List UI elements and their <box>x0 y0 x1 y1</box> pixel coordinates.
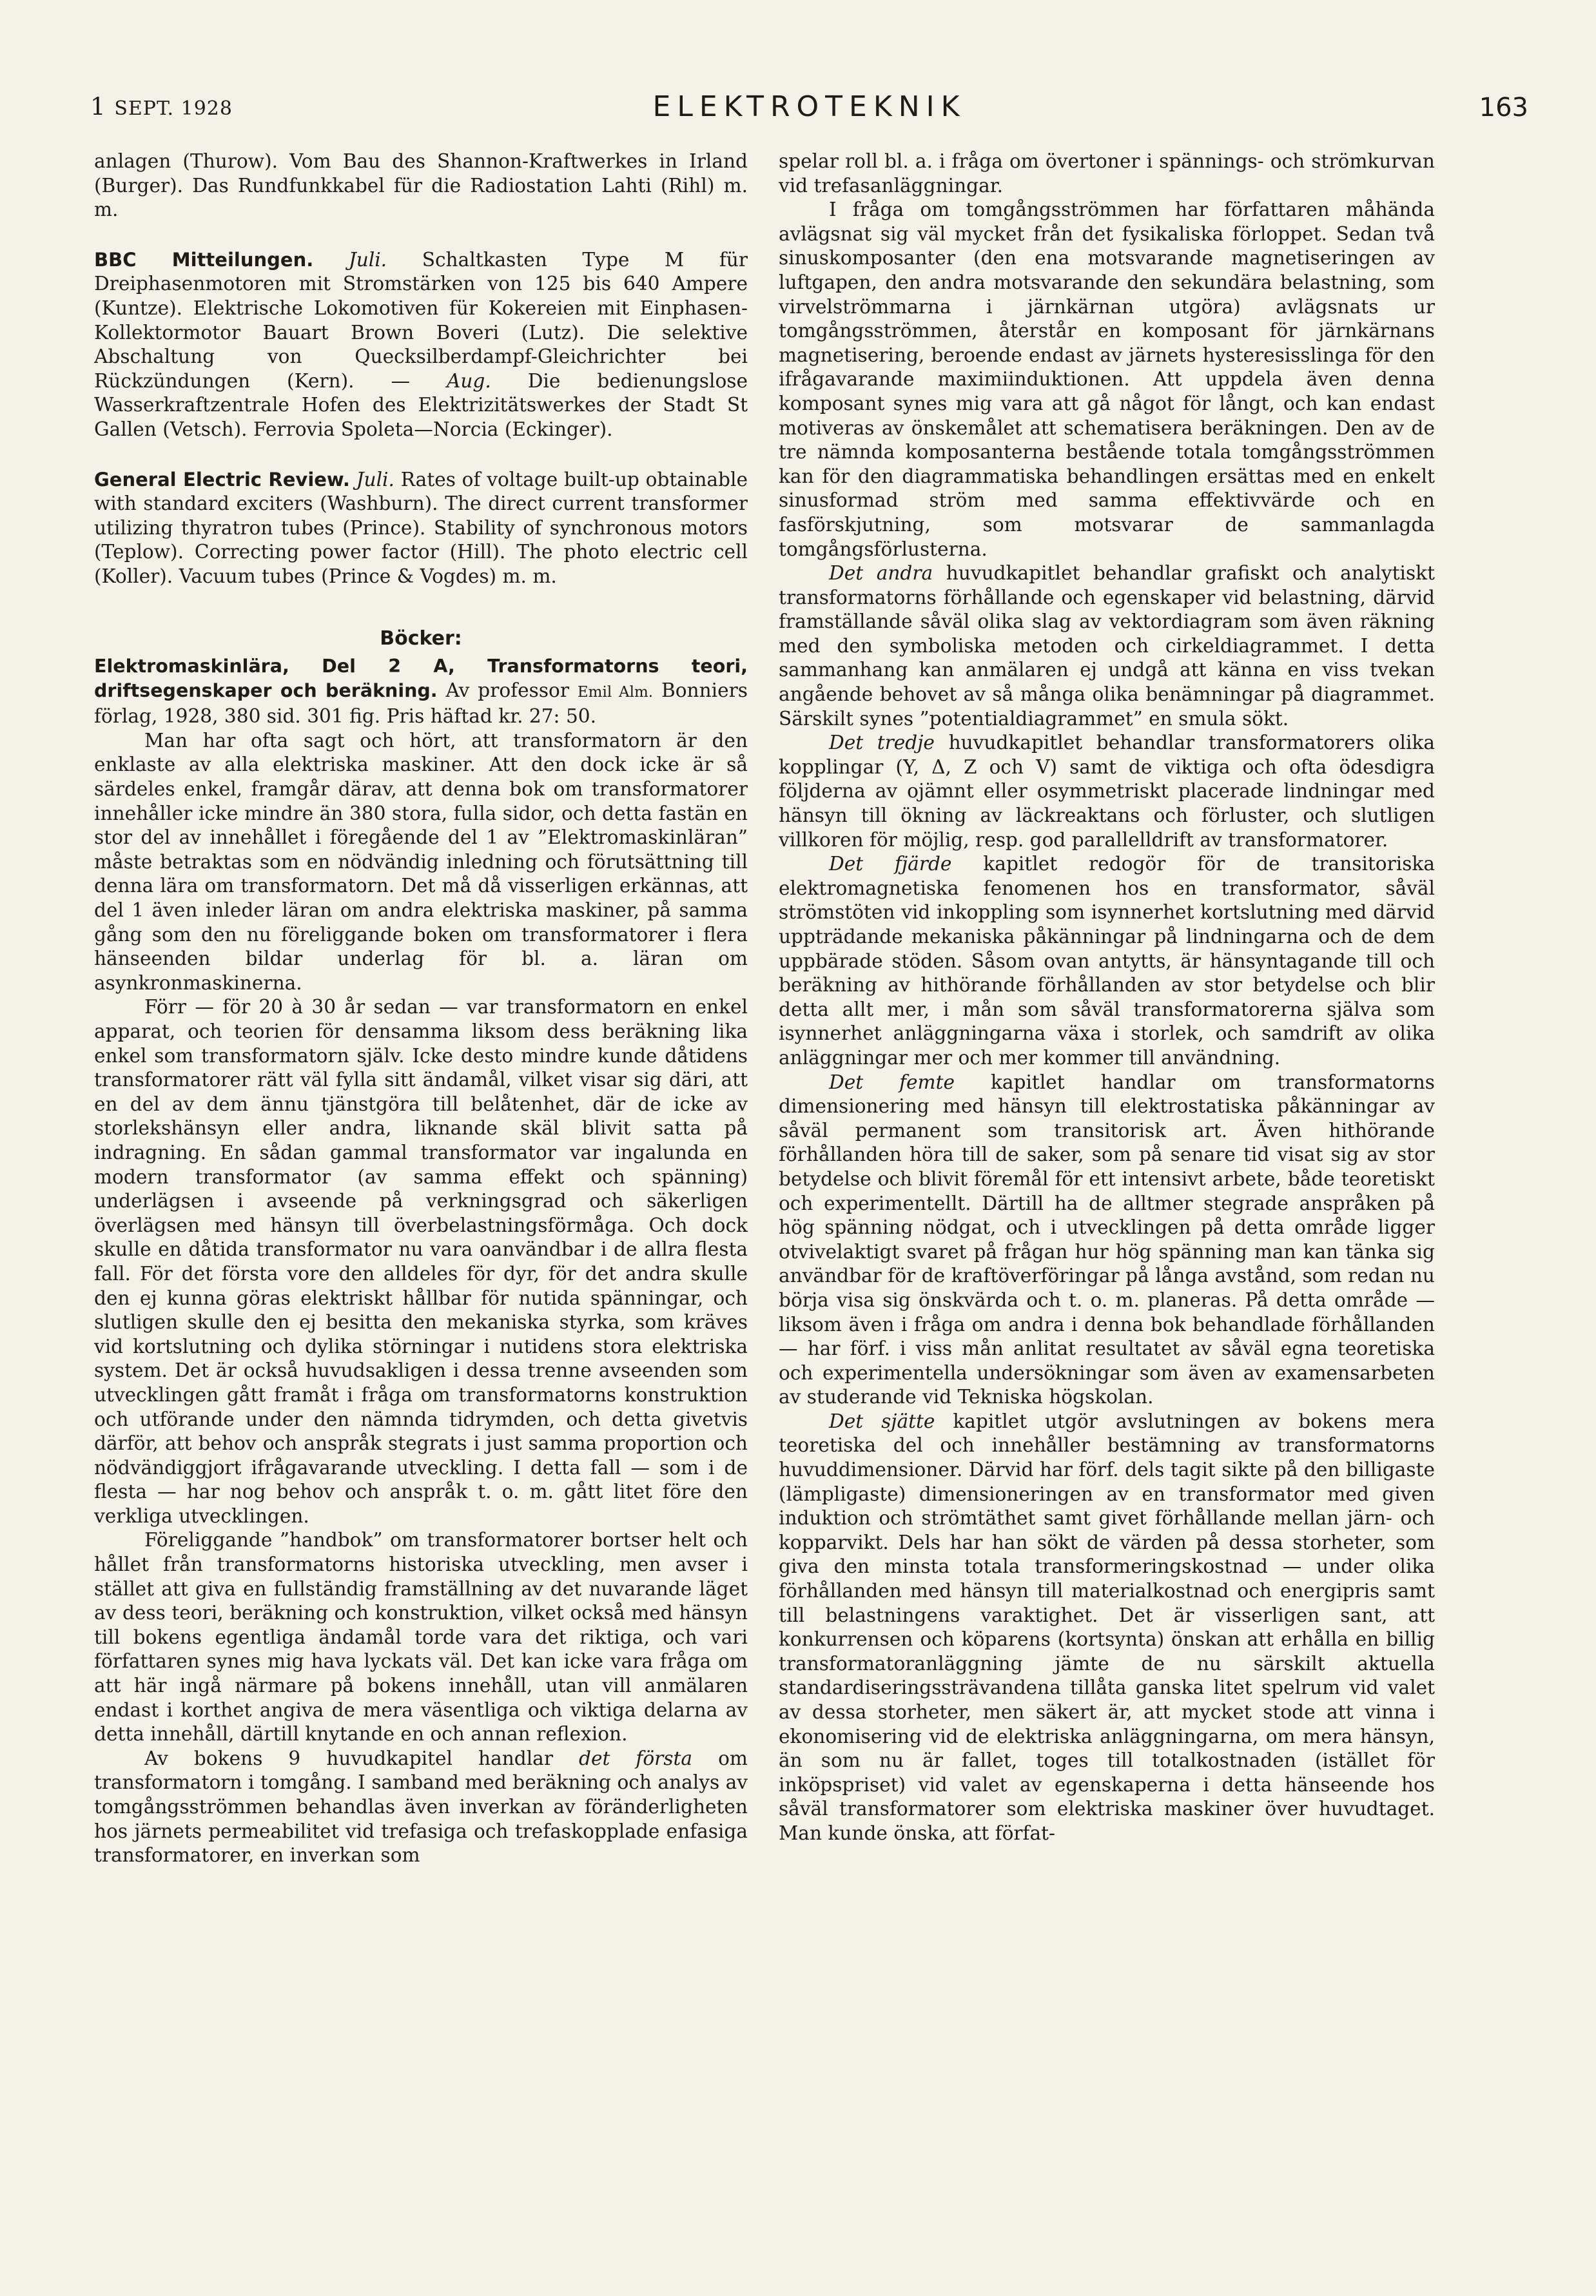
chapter-ref-fifth: Det femte <box>829 1071 955 1093</box>
chapter-ref-second: Det andra <box>829 562 933 585</box>
section-heading-books: Böcker: <box>380 627 462 650</box>
paragraph-4-start: Av bokens 9 huvudkapitel handlar <box>144 1747 553 1769</box>
book-title: Elektromaskinlära, Del 2 A, Transformatorns teori, driftsegenskaper och beräkning. <box>94 656 748 701</box>
chapter-5-text: kapitlet handlar om transformatorns dimensionering med hänsyn till elektrostatiska påkänningar av såväl permanent som transitorisk art. Även hithörande förhållanden höra till de saker, som på senare tid visat sig av stor betydelse och blivit föremål för ett intensivt arbete, både teoretiskt och experimentellt. Därtill ha de alltmer stegrade anspråken på hög spänning nödgat, och i utvecklingen på detta område ligger otvivelaktigt svaret på frågan hur hög spänning man kan tänka sig användbar för de kraftöverföringar på långa avstånd, som redan nu börja visa sig önskvärda och t. o. m. planeras. På detta område — liksom även i fråga om andra i denna bok behandlade förhållanden — har förf. i viss mån anlitat resultatet av såväl egna teoretiska och experimentella undersökningar som även av examensarbeten av studerande vid Tekniska högskolan. <box>779 1071 1435 1408</box>
running-header <box>90 90 1528 129</box>
chapter-ref-third: Det tredje <box>829 732 935 754</box>
issue-date-day: 1 <box>90 93 106 121</box>
book-publisher: Bonniers förlag, 1928, 380 sid. 301 fig. Pris häftad kr. 27: 50. <box>94 679 748 728</box>
bbc-month-august: Aug. <box>446 369 491 392</box>
chapter-4-paragraph <box>779 852 1435 1070</box>
intro-paragraph: anlagen (Thurow). Vom Bau des Shannon-Kraftwerkes in Irland (Burger). Das Rundfunkkabel für die Radiostation Lahti (Rihl) m. m. <box>94 150 748 221</box>
bbc-month-july: Juli. <box>348 248 387 271</box>
chapter-6-text: kapitlet utgör avslutningen av bokens mera teoretiska del och innehåller bestämning av transformatorns huvuddimensioner. Därvid har förf. dels tagit sikte på den billigaste (lämpligaste) dimensioneringen av en transformator med given induktion och strömtäthet samt givet förhållande mellan järn- och kopparvikt. Dels har han sökt de värden på dessa storheter, som giva den minsta totala transformeringskostnad — under olika förhållanden med hänsyn till materialkostnad och energipris samt till belastningens varaktighet. Det är visserligen sant, att konkurrensen och köparens (kortsynta) önskan att erhålla en billig transformatoranläggning jämte de nu särskilt aktuella standardiseringssträvandena tillåta ganska litet spelrum vid valet av dessa storheter, men säkert är, att mycket stode att vinna i ekonomisering vid de elektriska anläggningarna, om mera hänsyn, än som nu är fallet, toges till totalkostnaden (istället för inköpspriset) vid valet av egenskaperna i detta hänseende hos såväl transformatorer som elektriska maskiner över huvudtaget. Man kunde önska, att förfat- <box>779 1410 1435 1844</box>
page-number: 163 <box>1479 93 1528 122</box>
chapter-ref-fourth: Det fjärde <box>829 853 952 875</box>
review-paragraph-3: Föreliggande ”handbok” om transformatorer bortser helt och hållet från transformatorns historiska utveckling, men avser i stället att giva en fullständig framställning av det nuvarande läget av dess teori, beräkning och konstruktion, vilket också med hänsyn till bokens egentliga ändamål torde vara det riktiga, och vari författaren synes mig hava lyckats väl. Det kan icke vara fråga om att här ingå närmare på bokens innehåll, utan vill anmälaren endast i korthet angiva de mera väsentliga och viktiga delarna av detta innehåll, därtill knytande en och annan reflexion. <box>94 1529 748 1746</box>
bbc-text-july: Schaltkasten Type M für Dreiphasenmotoren mit Stromstärken von 125 bis 640 Ampere (Kuntze). Elektrische Lokomotiven für Kokereien mit Einphasen-Kollektormotor Bauart Brown Boveri (Lutz). Die selektive Abschaltung von Quecksilberdampf-Gleichrichter bei Rückzündungen (Kern). — <box>94 248 748 392</box>
book-author-name: Emil Alm. <box>577 683 654 701</box>
right-column <box>779 150 1435 1846</box>
journal-title: ELEKTROTEKNIK <box>652 90 966 123</box>
bbc-text-august: Die bedienungslose Wasserkraftzentrale Hofen des Elektrizitätswerkes der Stadt St Gallen (Vetsch). Ferrovia Spoleta—Norcia (Eckinger). <box>94 369 748 440</box>
book-citation <box>94 654 748 729</box>
issue-date-month-year: SEPT. 1928 <box>114 97 233 120</box>
ge-review-entry <box>94 468 748 589</box>
review-paragraph-5: I fråga om tomgångsströmmen har författaren måhända avlägsnat sig väl mycket från det fysikaliska förloppet. Sedan två sinuskomposanter (den ena motsvarande magnetiseringen av luftgapen, den andra motsvarande den sekundära belastning, som virvelströmmarna i järnkärnan utgöra) avlägsnats ur tomgångsströmmen, återstår en komposant för järnkärnans magnetisering, beroende endast av järnets hysteresisslinga för den ifrågavarande maximiinduktionen. Att uppdela även denna komposant synes mig vara att gå något för långt, och kan endast motiveras av önskemålet att schematisera beräkningen. Den av de tre nämnda komposanterna bestående totala tomgångsströmmen kan för den diagrammatiska behandlingen ersättas med en enkelt sinusformad ström med samma effektivvärde och en fasförskjutning, som motsvarar de sammanlagda tomgångsförlusterna. <box>779 199 1435 560</box>
chapter-5-paragraph <box>779 1071 1435 1410</box>
chapter-3-paragraph <box>779 731 1435 852</box>
review-paragraph-2: Förr — för 20 à 30 år sedan — var transformatorn en enkel apparat, och teorien för densamma liksom dess beräkning lika enkel som transformatorn själv. Icke desto mindre kunde dåtidens transformatorer rätt väl fylla sitt ändamål, vilket visar sig däri, att en del av dem ännu tjänstgöra till belåtenhet, där de icke av storlekshänsyn eller andra, liknande skäl blivit satta på indragning. En sådan gammal transformator var ingalunda en modern transformator (av samma effekt och spänning) underlägsen i avseende på verkningsgrad och säkerligen överlägsen med hänsyn till överbelastningsförmåga. Och dock skulle en dåtida transformator nu vara oanvändbar i de allra flesta fall. För det första vore den alldeles för dyr, för det andra skulle den ej kunna göras elektriskt hållbar för nutida spänningar, och slutligen skulle den ej besitta den mekaniska styrka, som kräves vid kortslutning och dylika störningar i nutidens stora elektriska system. Det är också huvudsakligen i dessa trenne avseenden som utvecklingen gått framåt i fråga om transformatorns konstruktion och utförande under den nämnda tidrymden, och detta givetvis därför, att behov och anspråk stegrats i just samma proportion och nödvändiggjort ifrågavarande utveckling. I detta fall — som i de flesta — har nog behov och anspråk t. o. m. gått litet före den verkliga utvecklingen. <box>94 996 748 1527</box>
left-column <box>94 150 748 1868</box>
chapter-ref-sixth: Det sjätte <box>829 1410 935 1432</box>
ge-month: Juli. <box>356 468 394 491</box>
review-paragraph-4 <box>94 1747 748 1868</box>
chapter-3-text: huvudkapitlet behandlar transformatorers olika kopplingar (Y, Δ, Z och V) samt de viktiga och ofta ödesdigra följderna av ojämnt eller osymmetriskt placerade lindningar med hänsyn till ökning av läckreaktans och förluster, och slutligen villkoren för möjlig, resp. god parallelldrift av transformatorer. <box>779 732 1435 851</box>
chapter-6-paragraph <box>779 1410 1435 1846</box>
bbc-journal-name: BBC Mitteilungen. <box>94 248 314 271</box>
book-author-prefix: Av professor <box>445 679 569 701</box>
chapter-2-text: huvudkapitlet behandlar grafiskt och analytiskt transformatorns förhållande och egenskaper vid belastning, därvid framställande såväl olika slag av vektordiagram som även räkning med den symboliska metoden och cirkeldiagrammet. I detta sammanhang kan anmälaren ej undgå att känna en viss tvekan angående behovet av så många olika benämningar på diagrammet. Särskilt synes ”potentialdiagrammet” en smula sökt. <box>779 562 1435 730</box>
paragraph-4-rest: om transformatorn i tomgång. I samband med beräkning och analys av tomgångsströmmen behandlas även inverkan av föränderligheten hos järnets permeabilitet vid trefasiga och trefaskopplade enfasiga transformatorer, en inverkan som <box>94 1747 748 1867</box>
review-paragraph-1: Man har ofta sagt och hört, att transformatorn är den enklaste av alla elektriska maskiner. Att den dock icke är så särdeles enkel, framgår därav, att denna bok om transformatorer innehåller icke mindre än 380 stora, fulla sidor, och detta fastän en stor del av innehållet i föregående del 1 av ”Elektromaskinläran” måste betraktas som en nödvändig inledning och förutsättning till denna lära om transformatorn. Det må då visserligen erkännas, att del 1 även inleder läran om andra elektriska maskiner, på samma gång som den nu föreliggande boken om transformatorer i flera hänseenden bildar underlag för bl. a. läran om asynkronmaskinerna. <box>94 729 748 994</box>
bbc-review-entry <box>94 248 748 442</box>
chapter-ref-first: det första <box>579 1747 693 1769</box>
chapter-4-text: kapitlet redogör för de transitoriska elektromagnetiska fenomenen hos en transformator, såväl strömstöten vid inkoppling som isynnerhet kortslutning med därvid uppträdande mekaniska påkänningar på lindningarna och de dem uppbärade stöden. Såsom ovan antytts, är hänsyntagande till och beräkning av hithörande förhållanden av stor betydelse och blir detta allt mer, i mån som såväl transformatorerna själva som isynnerhet anläggningarna växa i storlek, och samdrift av olika anläggningar mer och mer kommer till användning. <box>779 853 1435 1069</box>
ge-journal-name: General Electric Review. <box>94 468 350 491</box>
continued-paragraph: spelar roll bl. a. i fråga om övertoner i spännings- och strömkurvan vid trefasanläggningar. <box>779 150 1435 197</box>
chapter-2-paragraph <box>779 561 1435 731</box>
ge-text: Rates of voltage built-up obtainable with standard exciters (Washburn). The direct current transformer utilizing thyratron tubes (Prince). Stability of synchronous motors (Teplow). Correcting power factor (Hill). The photo electric cell (Koller). Vacuum tubes (Prince & Vogdes) m. m. <box>94 468 748 587</box>
